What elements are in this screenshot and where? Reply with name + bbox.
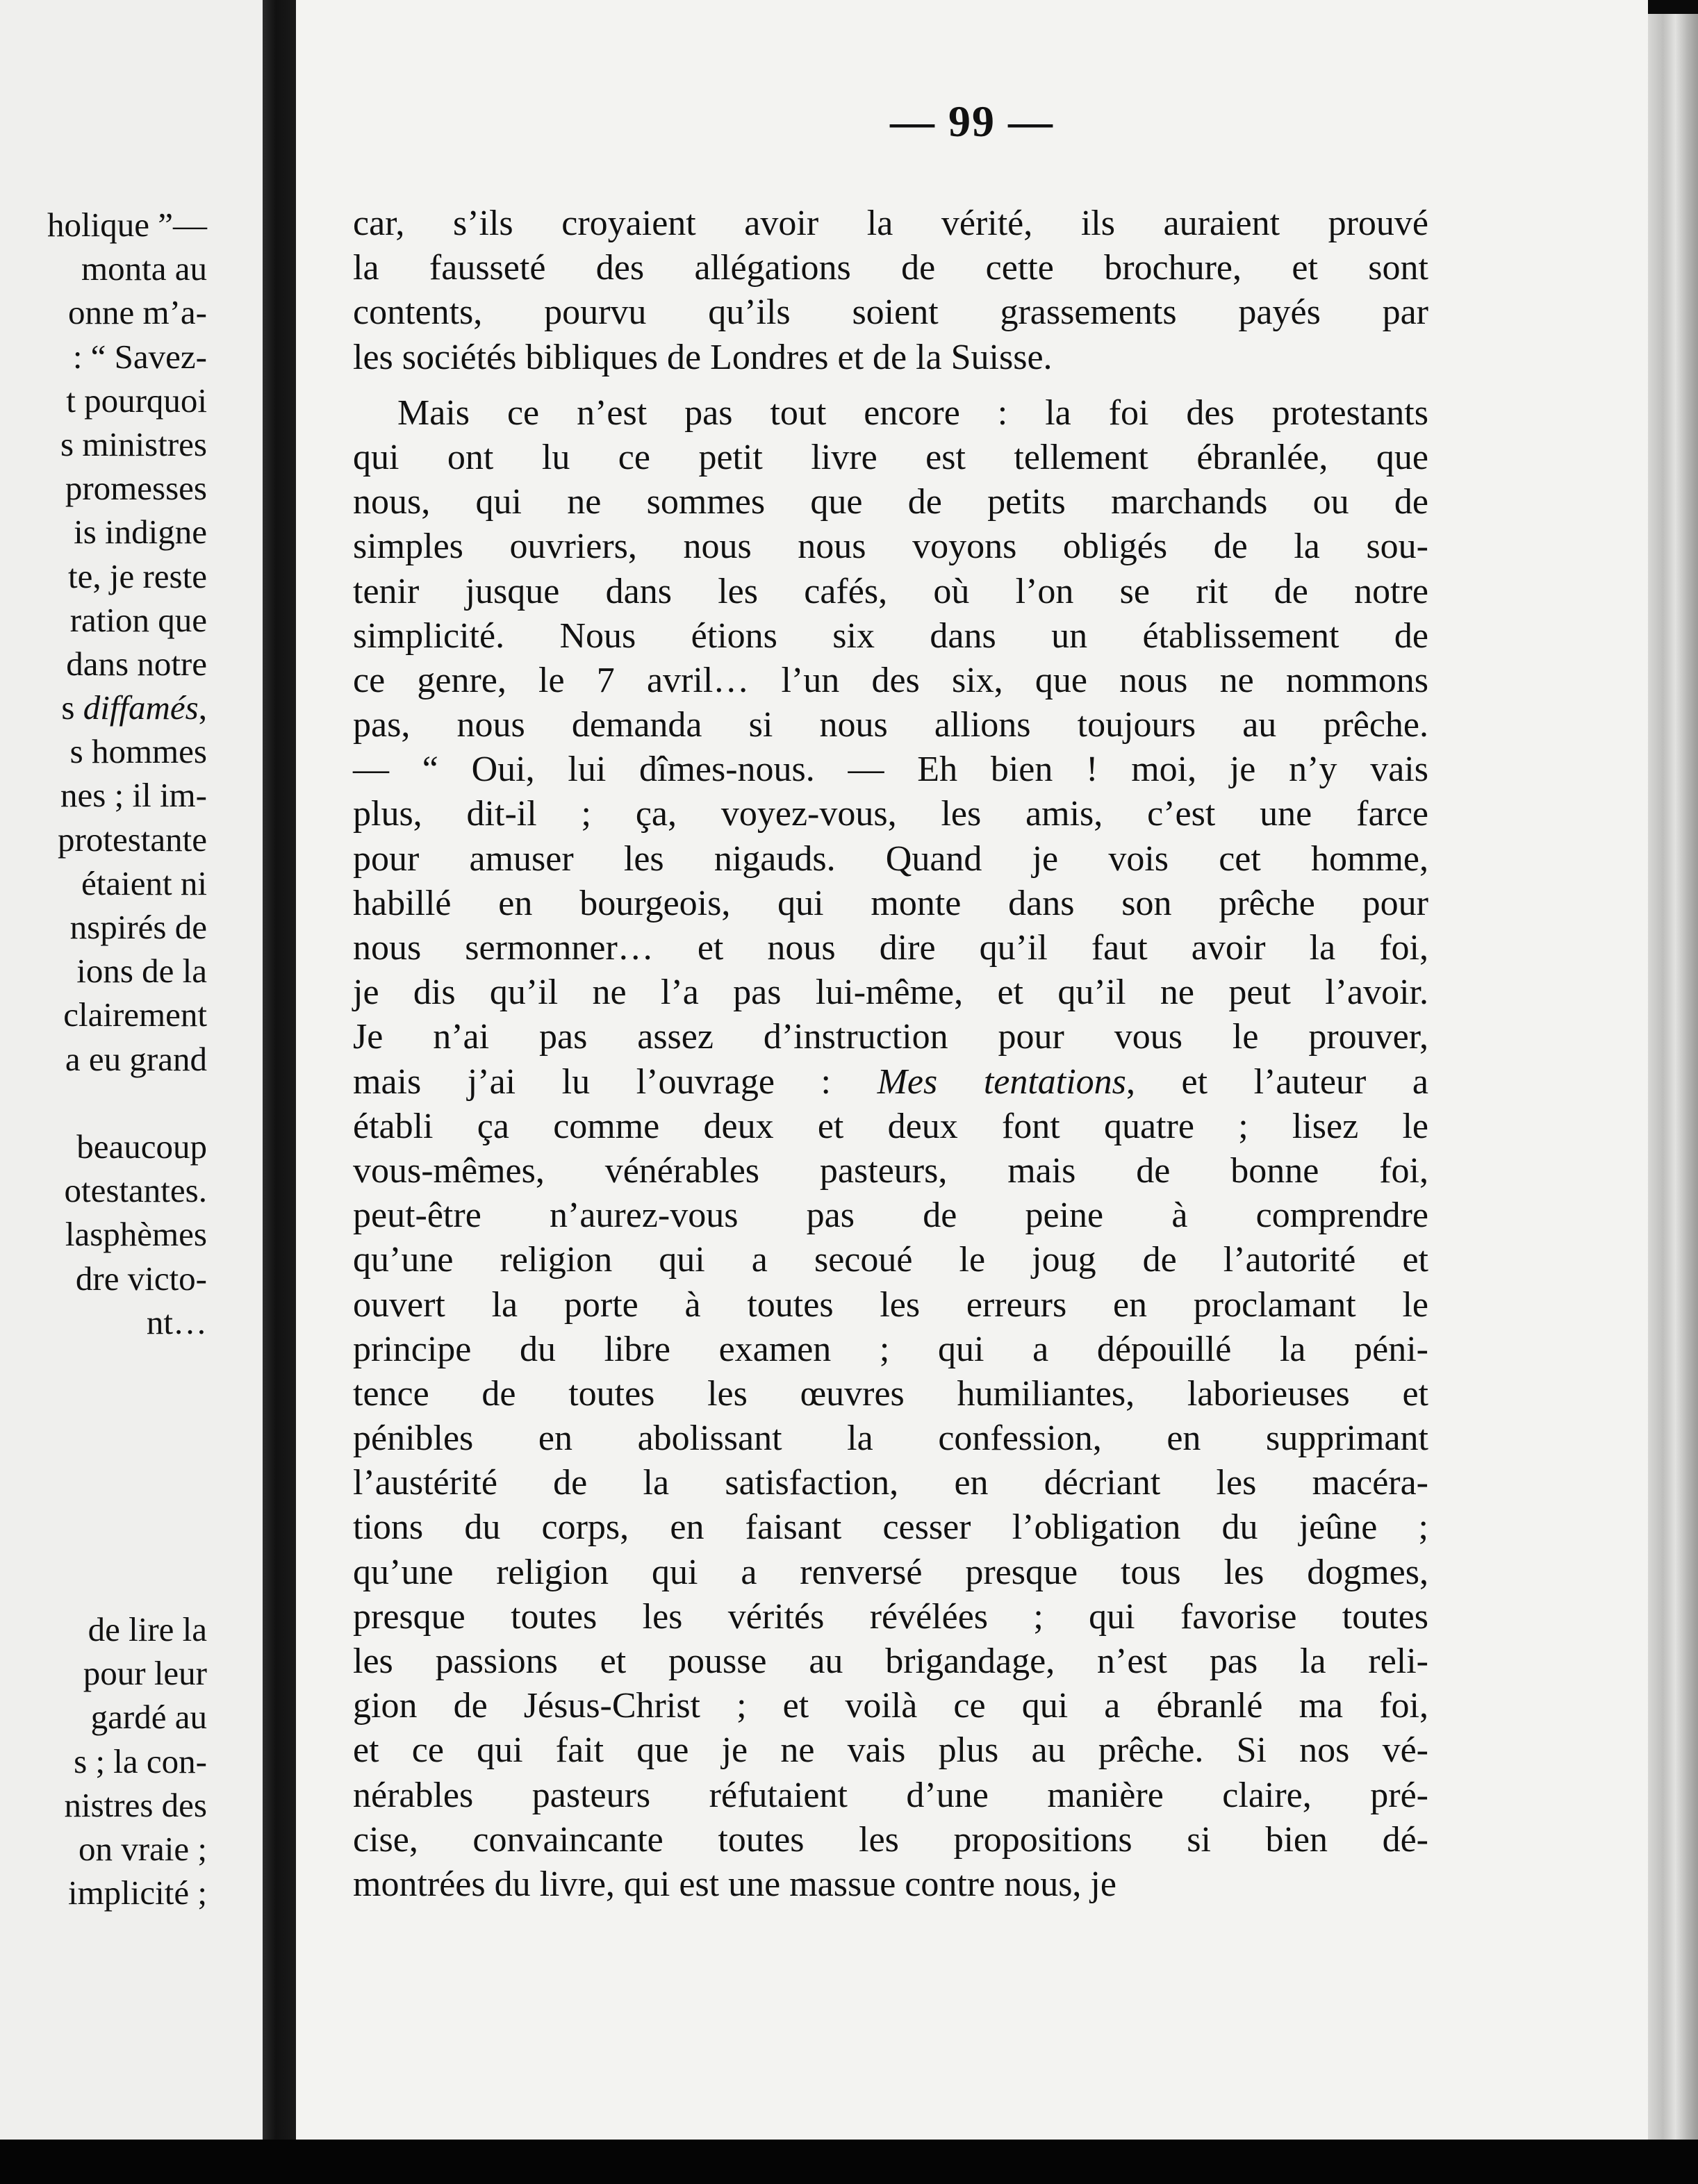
text-line: tence de toutes les œuvres humiliantes, laborieuses et: [353, 1373, 1428, 1414]
left-page-line: otestantes.: [64, 1171, 207, 1210]
left-page-line: nes ; il im-: [60, 776, 207, 815]
text-line: habillé en bourgeois, qui monte dans son prêche pour: [353, 883, 1428, 923]
text-line: nous sermonner… et nous dire qu’il faut avoir la foi,: [353, 928, 1428, 968]
text-line: je dis qu’il ne l’a pas lui-même, et qu’il ne peut l’avoir.: [353, 973, 1428, 1013]
left-page-line: lasphèmes: [65, 1215, 207, 1254]
left-page-line: s ; la con-: [74, 1742, 207, 1780]
text-line: principe du libre examen ; qui a dépouillé la péni-: [353, 1329, 1428, 1369]
left-page-line: t pourquoi: [66, 381, 207, 420]
text-line: les sociétés bibliques de Londres et de la Suisse.: [353, 337, 1053, 377]
text-line: l’austérité de la satisfaction, en décriant les macéra-: [353, 1463, 1428, 1503]
text-line: presque toutes les vérités révélées ; qui favorise toutes: [353, 1596, 1428, 1637]
left-page-line: beaucoup: [76, 1127, 207, 1166]
text-line: les passions et pousse au brigandage, n’est pas la reli-: [353, 1641, 1428, 1681]
page-edge-stack: [1648, 14, 1698, 2146]
page-number: — 99 —: [890, 97, 1054, 146]
left-page-line: clairement: [63, 995, 207, 1034]
book-gutter: [263, 0, 296, 2184]
text-line: car, s’ils croyaient avoir la vérité, ils auraient prouvé: [353, 204, 1428, 243]
text-line: tenir jusque dans les cafés, où l’on se rit de notre: [353, 571, 1428, 611]
left-page-line: pour leur: [83, 1654, 207, 1693]
left-page-line: de lire la: [88, 1610, 207, 1648]
text-line: montrées du livre, qui est une massue contre nous, je: [353, 1864, 1116, 1904]
left-page-line: étaient ni: [81, 863, 207, 902]
left-page-line: gardé au: [90, 1698, 207, 1737]
text-line: simples ouvriers, nous nous voyons obligés de la sou-: [353, 527, 1428, 567]
left-page-line: [0, 1081, 207, 1125]
text-line: simplicité. Nous étions six dans un établissement de: [353, 615, 1428, 656]
page-body-text: [353, 201, 1428, 1907]
text-line: nérables pasteurs réfutaient d’une manière claire, pré-: [353, 1775, 1428, 1815]
text-line: et ce qui fait que je ne vais plus au prêche. Si nos vé-: [353, 1730, 1428, 1771]
left-page-line: : “ Savez-: [72, 337, 207, 376]
text-line: peut-être n’aurez-vous pas de peine à comprendre: [353, 1196, 1428, 1236]
left-page-line: [0, 1432, 207, 1475]
text-line: nous, qui ne sommes que de petits marchands ou de: [353, 482, 1428, 522]
text-line: contents, pourvu qu’ils soient grassements payés par: [353, 292, 1428, 333]
left-page-text: [0, 203, 207, 1914]
left-page-fragment: [0, 0, 263, 2140]
left-page-line: promesses: [65, 469, 207, 508]
left-page-line: holique ”—: [47, 206, 207, 244]
left-page-line: on vraie ;: [78, 1829, 207, 1868]
left-page-line: [0, 1475, 207, 1519]
text-line: vous-mêmes, vénérables pasteurs, mais de bonne foi,: [353, 1150, 1428, 1191]
text-line: qu’une religion qui a renversé presque tous les dogmes,: [353, 1552, 1428, 1592]
left-page-line: [0, 1520, 207, 1564]
left-page-line: s hommes: [69, 732, 207, 771]
text-line: Je n’ai pas assez d’instruction pour vous le prouver,: [353, 1017, 1428, 1057]
left-page-line: onne m’a-: [68, 293, 207, 332]
left-page-line: nistres des: [64, 1785, 207, 1824]
text-line: ce genre, le 7 avril… l’un des six, que nous ne nommons: [353, 660, 1428, 700]
left-page-line: is indigne: [74, 513, 207, 552]
left-page-line: [0, 1388, 207, 1432]
left-page-line: dre victo-: [75, 1259, 207, 1298]
left-page-line: nt…: [146, 1302, 207, 1341]
text-line: établi ça comme deux et deux font quatre ; lisez le: [353, 1106, 1428, 1146]
left-page-line: ration que: [69, 600, 207, 639]
left-page-line: [0, 1564, 207, 1607]
left-page-line: ions de la: [76, 952, 207, 991]
text-line: Mais ce n’est pas tout encore : la foi des protestants: [397, 392, 1428, 433]
scan-bottom-border: [0, 2140, 1698, 2184]
text-line: — “ Oui, lui dîmes-nous. — Eh bien ! moi, je n’y vais: [353, 750, 1428, 790]
text-line: mais j’ai lu l’ouvrage : Mes tentations, et l’auteur a: [353, 1061, 1429, 1102]
text-line: pour amuser les nigauds. Quand je vois cet homme,: [353, 838, 1428, 879]
left-page-line: dans notre: [66, 644, 207, 683]
text-line: qui ont lu ce petit livre est tellement ébranlée, que: [353, 437, 1428, 477]
text-line: gion de Jésus-Christ ; et voilà ce qui a ébranlé ma foi,: [353, 1686, 1428, 1726]
left-page-line: te, je reste: [68, 556, 207, 595]
text-line: ouvert la porte à toutes les erreurs en proclamant le: [353, 1284, 1428, 1325]
left-page-line: [0, 1344, 207, 1388]
left-page-line: a eu grand: [65, 1039, 207, 1078]
left-page-line: monta au: [81, 249, 207, 288]
text-line: pas, nous demanda si nous allions toujours au prêche.: [353, 705, 1428, 745]
text-line: tions du corps, en faisant cesser l’obligation du jeûne ;: [353, 1507, 1428, 1548]
left-page-line: s diffamés,: [61, 688, 207, 727]
left-page-line: protestante: [58, 820, 207, 859]
text-line: cise, convaincante toutes les propositions si bien dé-: [353, 1819, 1428, 1860]
left-page-line: implicité ;: [67, 1873, 207, 1912]
text-line: qu’une religion qui a secoué le joug de l’autorité et: [353, 1240, 1428, 1280]
left-page-line: s ministres: [60, 424, 207, 463]
text-line: la fausseté des allégations de cette brochure, et sont: [353, 248, 1428, 288]
left-page-line: nspirés de: [69, 908, 207, 946]
text-line: pénibles en abolissant la confession, en supprimant: [353, 1418, 1428, 1459]
text-line: plus, dit-il ; ça, voyez-vous, les amis, c’est une farce: [353, 794, 1428, 834]
